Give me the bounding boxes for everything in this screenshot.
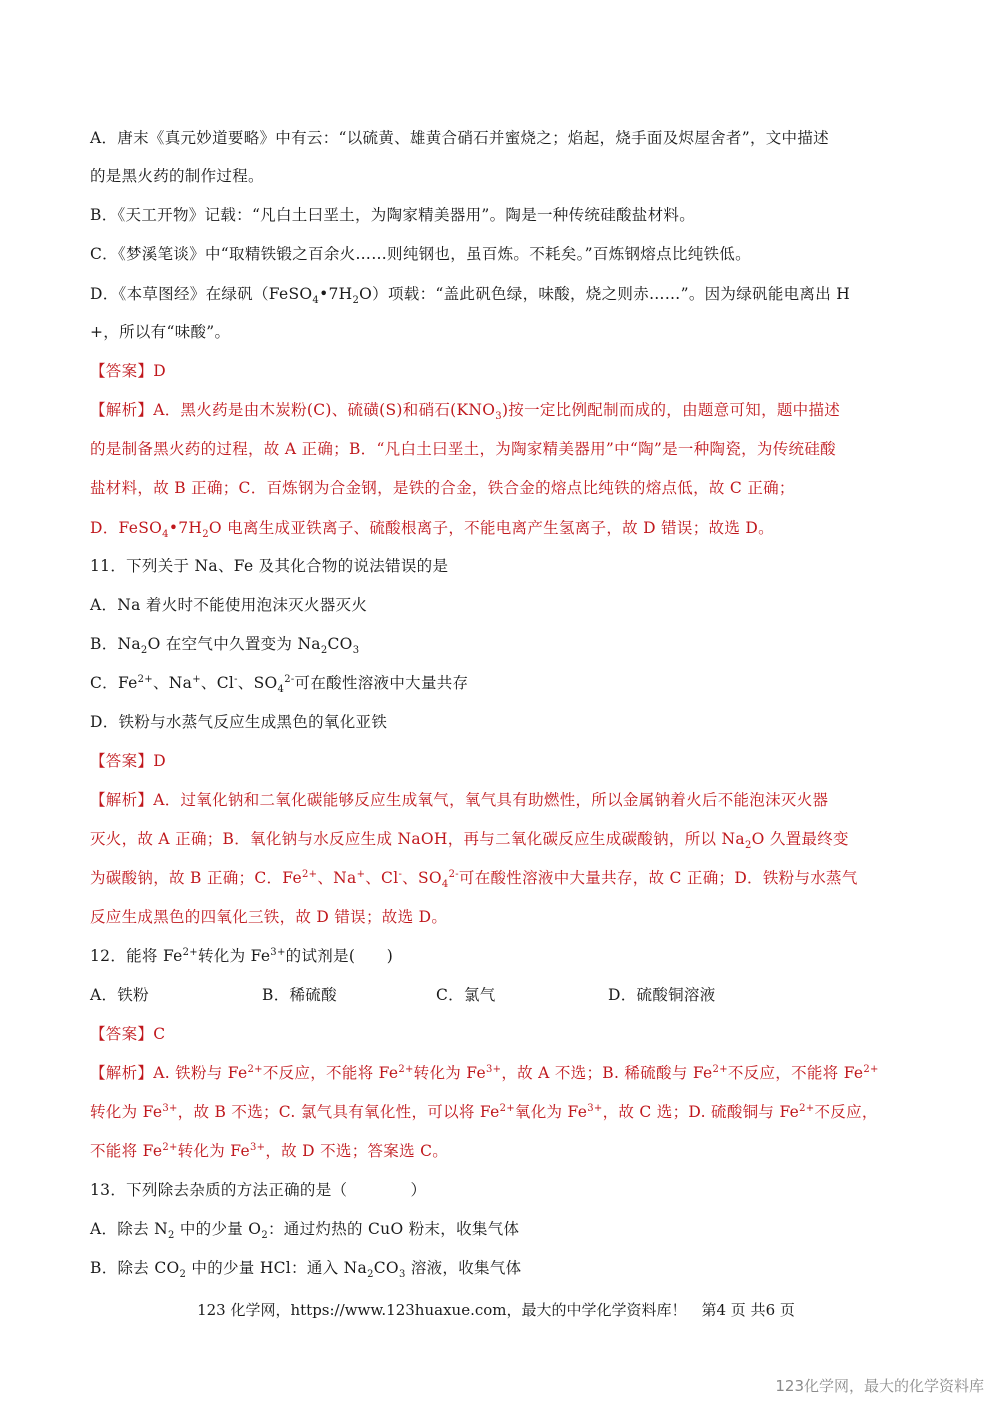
- q10-option-d-line2: [90, 322, 910, 342]
- text-seg: CO: [327, 635, 353, 653]
- superscript: 2+: [712, 1064, 728, 1075]
- q10-analysis-line4: [90, 518, 910, 538]
- text-seg: ，故 A 不选；B. 稀硫酸与 Fe: [501, 1064, 713, 1082]
- answer-value: D: [153, 362, 166, 380]
- text-seg: ，故 B 不选；C. 氯气具有氧化性，可以将 Fe: [177, 1103, 500, 1121]
- superscript: 3+: [270, 947, 286, 958]
- q12-answer: [90, 1024, 910, 1044]
- subscript: 2: [744, 840, 752, 851]
- subscript: 4: [312, 295, 320, 306]
- text-seg: C．Fe: [90, 674, 138, 692]
- q10-option-a-text2: 的是黑火药的制作过程。: [90, 167, 264, 185]
- subscript: 2: [202, 529, 209, 540]
- superscript: +: [192, 674, 201, 685]
- q11-analysis-line3: [90, 868, 910, 888]
- text-seg: A．过氧化钠和二氧化碳能够反应生成氧气，氧气具有助燃性，所以金属钠着火后不能泡沫灭火器: [153, 791, 829, 809]
- q11-analysis-line2: [90, 829, 910, 849]
- subscript: 4: [441, 879, 449, 890]
- q10-analysis-line3: [90, 478, 910, 498]
- q11-option-b: [90, 634, 910, 654]
- superscript: 3+: [485, 1064, 502, 1075]
- q12-option-a: A．铁粉: [90, 986, 149, 1004]
- superscript: 2-: [448, 869, 459, 880]
- text-seg: 、Na: [317, 869, 357, 887]
- superscript: 2+: [398, 1064, 414, 1075]
- q10-option-b-text: B．《天工开物》记载：“凡白土曰垩土，为陶家精美器用”。陶是一种传统硅酸盐材料。: [90, 206, 695, 224]
- q13-option-b: [90, 1258, 910, 1278]
- answer-value: C: [153, 1025, 166, 1043]
- superscript: +: [356, 869, 366, 880]
- answer-tag: 【答案】: [90, 362, 154, 380]
- q10-option-a-text: A．唐末《真元妙道要略》中有云：“以硫黄、雄黄合硝石并蜜烧之；焰起，烧手面及烬屋舍者”，文中描述: [90, 129, 829, 147]
- subscript: 4: [277, 684, 285, 695]
- question-stem: 11．下列关于 Na、Fe 及其化合物的说法错误的是: [90, 557, 449, 575]
- superscript: -: [398, 869, 403, 880]
- text-seg: •7H: [319, 285, 353, 303]
- superscript: 2+: [499, 1103, 515, 1114]
- text-seg: O 久置最终变: [751, 830, 849, 848]
- text-seg: ：通过灼热的 CuO 粉末，收集气体: [268, 1220, 520, 1238]
- text-seg: 、SO: [237, 674, 278, 692]
- text-seg: 氧化为 Fe: [514, 1103, 588, 1121]
- text-seg: 不反应，: [814, 1103, 878, 1121]
- text-seg: O）项载：“盖此矾色绿，味酸，烧之则赤……”。因为绿矾能电离出 H: [359, 285, 851, 303]
- q11-option-d: [90, 712, 910, 732]
- q12-analysis-line3: [90, 1141, 910, 1161]
- subscript: 2: [320, 645, 328, 656]
- q12-stem: [90, 946, 910, 966]
- superscript: -: [234, 674, 238, 685]
- text-seg: 、Cl: [365, 869, 399, 887]
- text-seg: 转化为 Fe: [413, 1064, 486, 1082]
- answer-tag: 【答案】: [90, 1025, 154, 1043]
- text-seg: 不反应，不能将 Fe: [262, 1064, 399, 1082]
- text-seg: O 电离生成亚铁离子、硫酸根离子，不能电离产生氢离子，故 D 错误；故选 D。: [208, 519, 774, 537]
- q10-answer: [90, 361, 910, 381]
- q10-option-d-line1: [90, 284, 910, 304]
- superscript: 3+: [587, 1103, 603, 1114]
- subscript: 3: [352, 645, 360, 656]
- text-seg: A. 铁粉与 Fe: [153, 1064, 248, 1082]
- superscript: 2+: [863, 1064, 879, 1075]
- text-seg: A．黑火药是由木炭粉(C)、硫磺(S)和硝石(KNO: [153, 401, 496, 419]
- q11-answer: [90, 751, 910, 771]
- text-seg: 、SO: [402, 869, 442, 887]
- superscript: 3+: [162, 1103, 178, 1114]
- q12-option-b: B．稀硫酸: [262, 986, 337, 1004]
- text-seg: 转化为 Fe: [177, 1142, 250, 1160]
- text-seg: 反应生成黑色的四氧化三铁，故 D 错误；故选 D。: [90, 908, 448, 926]
- text-seg: A．除去 N: [90, 1220, 168, 1238]
- answer-tag: 【答案】: [90, 752, 154, 770]
- text-seg: D．铁粉与水蒸气反应生成黑色的氧化亚铁: [90, 713, 388, 731]
- text-seg: 的试剂是( ): [285, 947, 394, 965]
- text-seg: D．《本草图经》在绿矾（FeSO: [90, 285, 313, 303]
- q13-stem: [90, 1180, 910, 1200]
- page-footer: 123 化学网，https://www.123huaxue.com，最大的中学化学资料库！ 第4 页 共6 页: [197, 1301, 795, 1319]
- text-seg: 盐材料，故 B 正确；C．百炼钢为合金钢，是铁的合金，铁合金的熔点比纯铁的熔点低，故 C 正确；: [90, 479, 795, 497]
- q12-option-c: C．氯气: [436, 986, 496, 1004]
- text-seg: 可在酸性溶液中大量共存: [294, 674, 469, 692]
- subscript: 4: [162, 529, 169, 540]
- superscript: 2+: [162, 1142, 178, 1153]
- text-seg: 的是制备黑火药的过程，故 A 正确；B．“凡白土曰垩土，为陶家精美器用”中“陶”是一种陶瓷，为传统硅酸: [90, 440, 836, 458]
- q12-analysis-line2: [90, 1102, 910, 1122]
- superscript: 2+: [137, 674, 153, 685]
- text-seg: 转化为 Fe: [197, 947, 271, 965]
- text-seg: 不反应，不能将 Fe: [727, 1064, 864, 1082]
- text-seg: 、Cl: [200, 674, 235, 692]
- answer-value: D: [153, 752, 166, 770]
- text-seg: ，故 D 不选；答案选 C。: [265, 1142, 449, 1160]
- text-seg: )按一定比例配制而成的，由题意可知，题中描述: [501, 401, 841, 419]
- q10-option-a-line2: [90, 166, 910, 186]
- subscript: 2: [261, 1230, 268, 1241]
- analysis-tag: 【解析】: [90, 791, 154, 809]
- superscript: 2+: [302, 869, 318, 880]
- text-seg: 、Na: [152, 674, 193, 692]
- analysis-tag: 【解析】: [90, 1064, 154, 1082]
- q10-option-a-line1: [90, 128, 910, 148]
- q11-analysis-line4: [90, 907, 910, 927]
- q11-option-a: [90, 595, 910, 615]
- subscript: 3: [398, 1269, 406, 1280]
- text-seg: 转化为 Fe: [90, 1103, 163, 1121]
- q12-analysis-line1: [90, 1063, 910, 1083]
- text-seg: 灭火，故 A 正确；B．氧化钠与水反应生成 NaOH，再与二氧化碳反应生成碳酸钠，所以 Na: [90, 830, 745, 848]
- superscript: 2+: [182, 947, 198, 958]
- text-seg: 可在酸性溶液中大量共存，故 C 正确；D．铁粉与水蒸气: [458, 869, 858, 887]
- question-stem: 13．下列除去杂质的方法正确的是（ ）: [90, 1181, 427, 1199]
- text-seg: 中的少量 O: [174, 1220, 262, 1238]
- subscript: 2: [352, 295, 360, 306]
- subscript: 2: [367, 1269, 374, 1280]
- site-watermark: 123化学网，最大的化学资料库: [775, 1377, 984, 1395]
- text-seg: 不能将 Fe: [90, 1142, 163, 1160]
- subscript: 2: [140, 645, 148, 656]
- text-seg: 12．能将 Fe: [90, 947, 183, 965]
- q10-analysis-line1: [90, 400, 910, 420]
- q10-option-b: [90, 205, 910, 225]
- q12-option-d: D．硫酸铜溶液: [608, 986, 716, 1004]
- text-seg: +，所以有“味酸”。: [90, 323, 231, 341]
- superscript: 3+: [249, 1142, 266, 1153]
- text-seg: •7H: [168, 519, 203, 537]
- q10-analysis-line2: [90, 439, 910, 459]
- text-seg: A．Na 着火时不能使用泡沫灭火器灭火: [90, 596, 368, 614]
- subscript: 2: [167, 1230, 175, 1241]
- text-seg: 为碳酸钠，故 B 正确；C．Fe: [90, 869, 302, 887]
- text-seg: CO: [373, 1259, 399, 1277]
- text-seg: B．Na: [90, 635, 141, 653]
- q10-option-c-text: C．《梦溪笔谈》中“取精铁锻之百余火……则纯钢也，虽百炼。不耗矣。”百炼钢熔点比纯铁低。: [90, 245, 751, 263]
- q10-option-c: [90, 244, 910, 264]
- subscript: 3: [495, 411, 502, 422]
- q11-option-c: [90, 673, 910, 693]
- q11-stem: [90, 556, 910, 576]
- superscript: 2+: [247, 1064, 263, 1075]
- superscript: 2+: [799, 1103, 815, 1114]
- text-seg: O 在空气中久置变为 Na: [147, 635, 321, 653]
- text-seg: 溶液，收集气体: [405, 1259, 522, 1277]
- text-seg: D．FeSO: [90, 519, 163, 537]
- text-seg: 中的少量 HCl：通入 Na: [186, 1259, 368, 1277]
- text-seg: B．除去 CO: [90, 1259, 180, 1277]
- superscript: 2-: [284, 674, 295, 685]
- text-seg: ，故 C 选；D. 硫酸铜与 Fe: [602, 1103, 800, 1121]
- q13-option-a: [90, 1219, 910, 1239]
- subscript: 2: [179, 1269, 187, 1280]
- q11-analysis-line1: [90, 790, 910, 810]
- analysis-tag: 【解析】: [90, 401, 154, 419]
